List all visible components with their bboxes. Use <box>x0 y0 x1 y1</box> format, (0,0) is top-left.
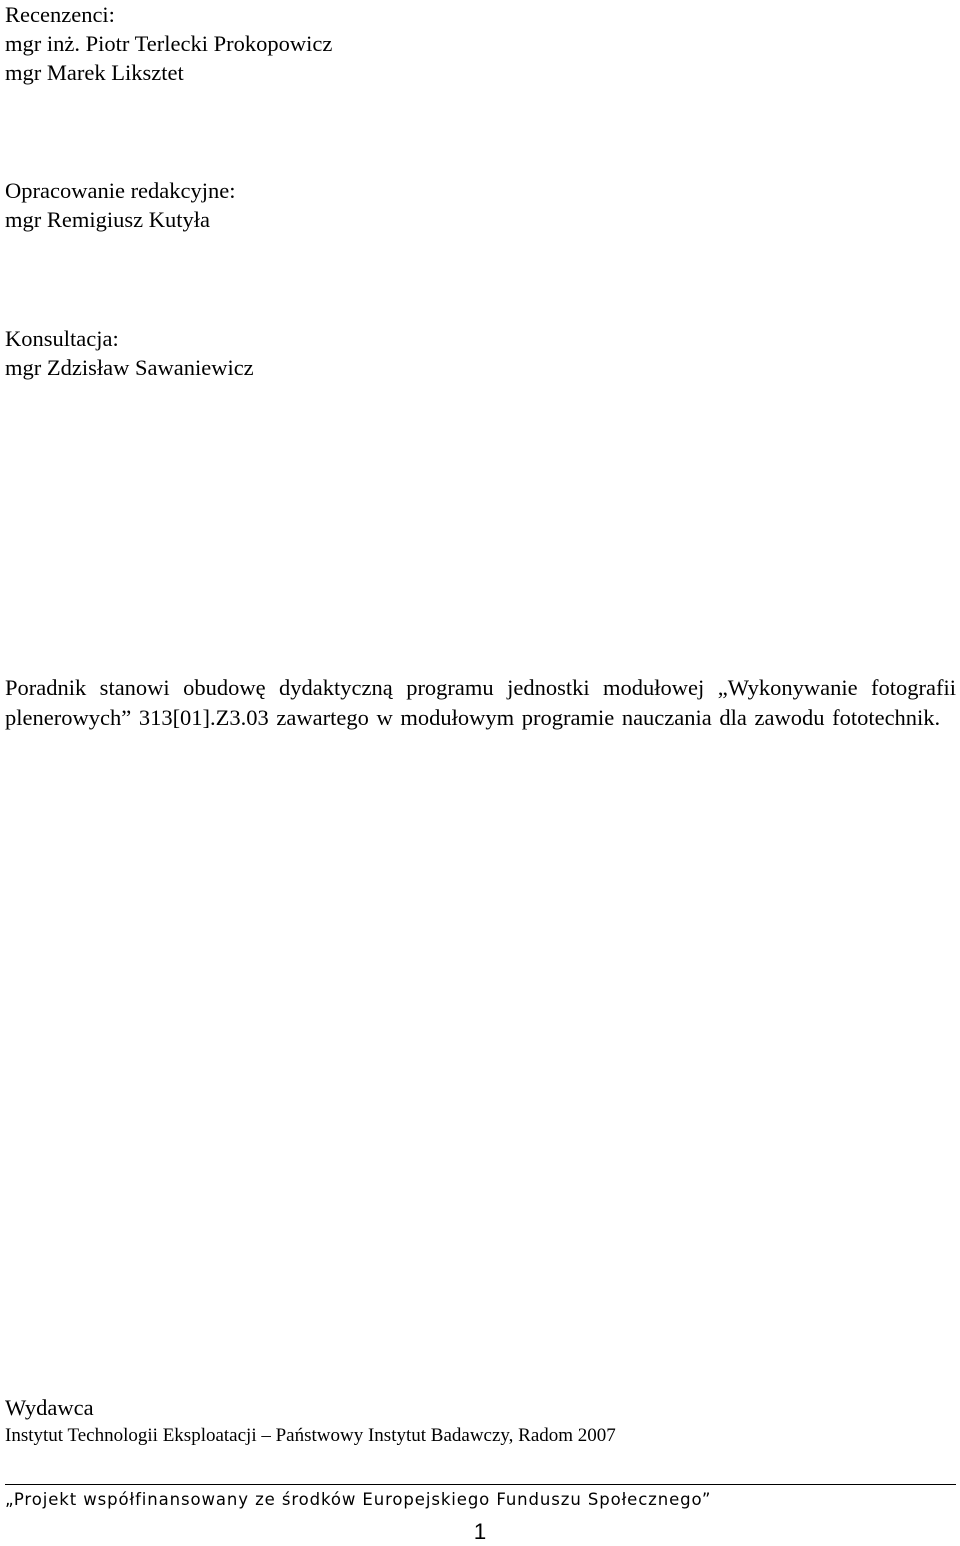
funding-note: „Projekt współfinansowany ze środków Europejskiego Funduszu Społecznego” <box>5 1490 712 1509</box>
consultation-section <box>5 324 254 382</box>
publisher-section <box>5 1393 616 1449</box>
reviewers-label: Recenzenci: <box>5 2 115 27</box>
publisher-label: Wydawca <box>5 1395 94 1420</box>
publisher-details: Instytut Technologii Eksploatacji – Państwowy Instytut Badawczy, Radom 2007 <box>5 1425 616 1446</box>
editorial-label: Opracowanie redakcyjne: <box>5 178 236 203</box>
editor-name: mgr Remigiusz Kutyła <box>5 207 210 232</box>
consultation-label: Konsultacja: <box>5 326 119 351</box>
reviewer-name: mgr Marek Liksztet <box>5 60 184 85</box>
reviewers-section <box>5 0 332 87</box>
reviewer-name: mgr inż. Piotr Terlecki Prokopowicz <box>5 31 333 56</box>
consultant-name: mgr Zdzisław Sawaniewicz <box>5 355 254 380</box>
guide-description: Poradnik stanowi obudowę dydaktyczną programu jednostki modułowej „Wykonywanie fotografii plenerowych” 313[01].Z3.03 zawartego w modułowym programie nauczania dla zawodu fototechnik. <box>5 674 956 730</box>
footer-divider <box>5 1484 956 1485</box>
editorial-section <box>5 176 236 234</box>
page-number: 1 <box>473 1519 487 1544</box>
